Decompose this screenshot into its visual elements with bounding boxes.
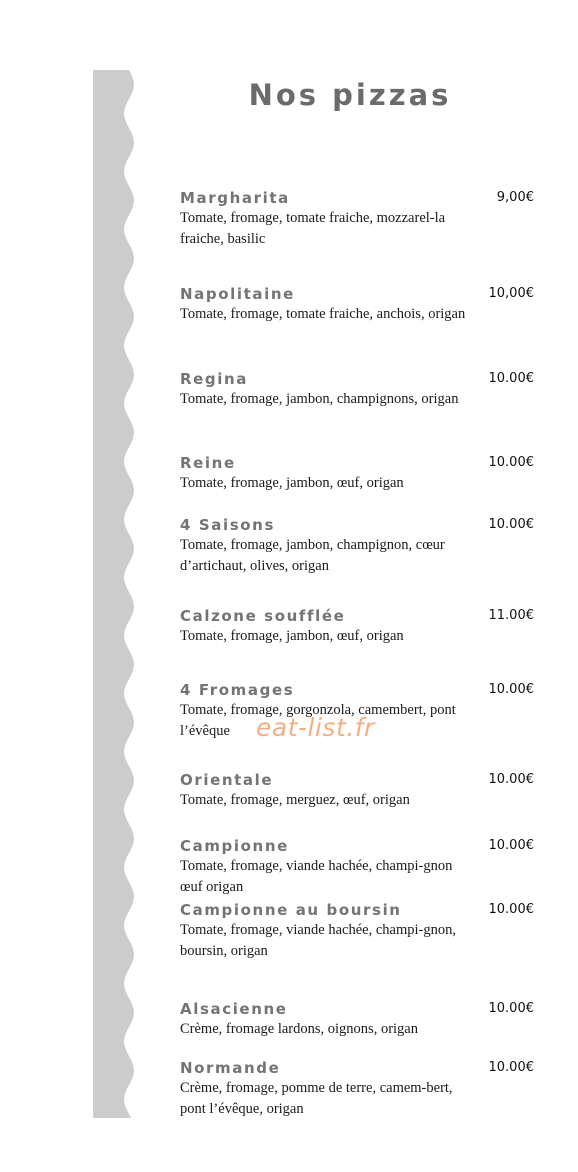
item-name: Campionne au boursin [180, 901, 402, 919]
item-description: Tomate, fromage, jambon, champignon, cœur d’artichaut, olives, origan [180, 537, 445, 574]
item-description: Crème, fromage, pomme de terre, camem-bert, pont l’évêque, origan [180, 1080, 453, 1117]
item-description: Tomate, fromage, gorgonzola, camembert, pont l’évêque [180, 702, 456, 739]
item-description: Tomate, fromage, merguez, œuf, origan [180, 792, 410, 808]
item-name: Reine [180, 454, 236, 472]
item-description: Tomate, fromage, viande hachée, champi-gnon, boursin, origan [180, 922, 456, 959]
item-name: 4 Saisons [180, 516, 275, 534]
item-name: Normande [180, 1059, 281, 1077]
item-price: 9,00€ [496, 190, 534, 205]
item-name: 4 Fromages [180, 681, 295, 699]
item-price: 11.00€ [488, 608, 534, 623]
item-name: Napolitaine [180, 285, 295, 303]
item-name: Regina [180, 370, 249, 388]
item-price: 10.00€ [488, 1060, 534, 1075]
item-name: Campionne [180, 837, 289, 855]
item-description: Tomate, fromage, tomate fraiche, mozzarel-la fraiche, basilic [180, 210, 446, 247]
menu-item-alsacienne [180, 999, 538, 1040]
item-price: 10.00€ [488, 682, 534, 697]
item-price: 10.00€ [488, 1001, 534, 1016]
menu-item-reine [180, 453, 538, 494]
menu-item-regina [180, 369, 538, 410]
item-price: 10.00€ [488, 902, 534, 917]
menu-item-orientale [180, 770, 538, 811]
menu-item-napolitaine [180, 284, 538, 325]
item-description: Tomate, fromage, jambon, œuf, origan [180, 475, 404, 491]
item-price: 10.00€ [488, 517, 534, 532]
item-price: 10.00€ [488, 371, 534, 386]
item-name: Alsacienne [180, 1000, 288, 1018]
item-description: Tomate, fromage, viande hachée, champi-gnon œuf origan [180, 858, 453, 895]
item-name: Margharita [180, 189, 290, 207]
item-price: 10,00€ [488, 286, 534, 301]
menu-item-margharita [180, 188, 538, 250]
decorative-wavy-sidebar [93, 70, 138, 1118]
item-price: 10.00€ [488, 838, 534, 853]
item-description: Tomate, fromage, jambon, champignons, origan [180, 391, 459, 407]
item-description: Crème, fromage lardons, oignons, origan [180, 1021, 418, 1037]
menu-item-campionne [180, 836, 538, 898]
item-name: Calzone soufflée [180, 607, 346, 625]
menu-item-calzone-soufflee [180, 606, 538, 647]
item-description: Tomate, fromage, tomate fraiche, anchois, origan [180, 306, 466, 322]
menu-item-campionne-au-boursin [180, 900, 538, 962]
watermark-logo: eat-list.fr [256, 713, 375, 742]
item-description: Tomate, fromage, jambon, œuf, origan [180, 628, 404, 644]
item-price: 10.00€ [488, 455, 534, 470]
menu-item-4-saisons [180, 515, 538, 577]
item-name: Orientale [180, 771, 274, 789]
page-title: Nos pizzas [248, 78, 452, 112]
item-price: 10.00€ [488, 772, 534, 787]
menu-item-normande [180, 1058, 538, 1120]
